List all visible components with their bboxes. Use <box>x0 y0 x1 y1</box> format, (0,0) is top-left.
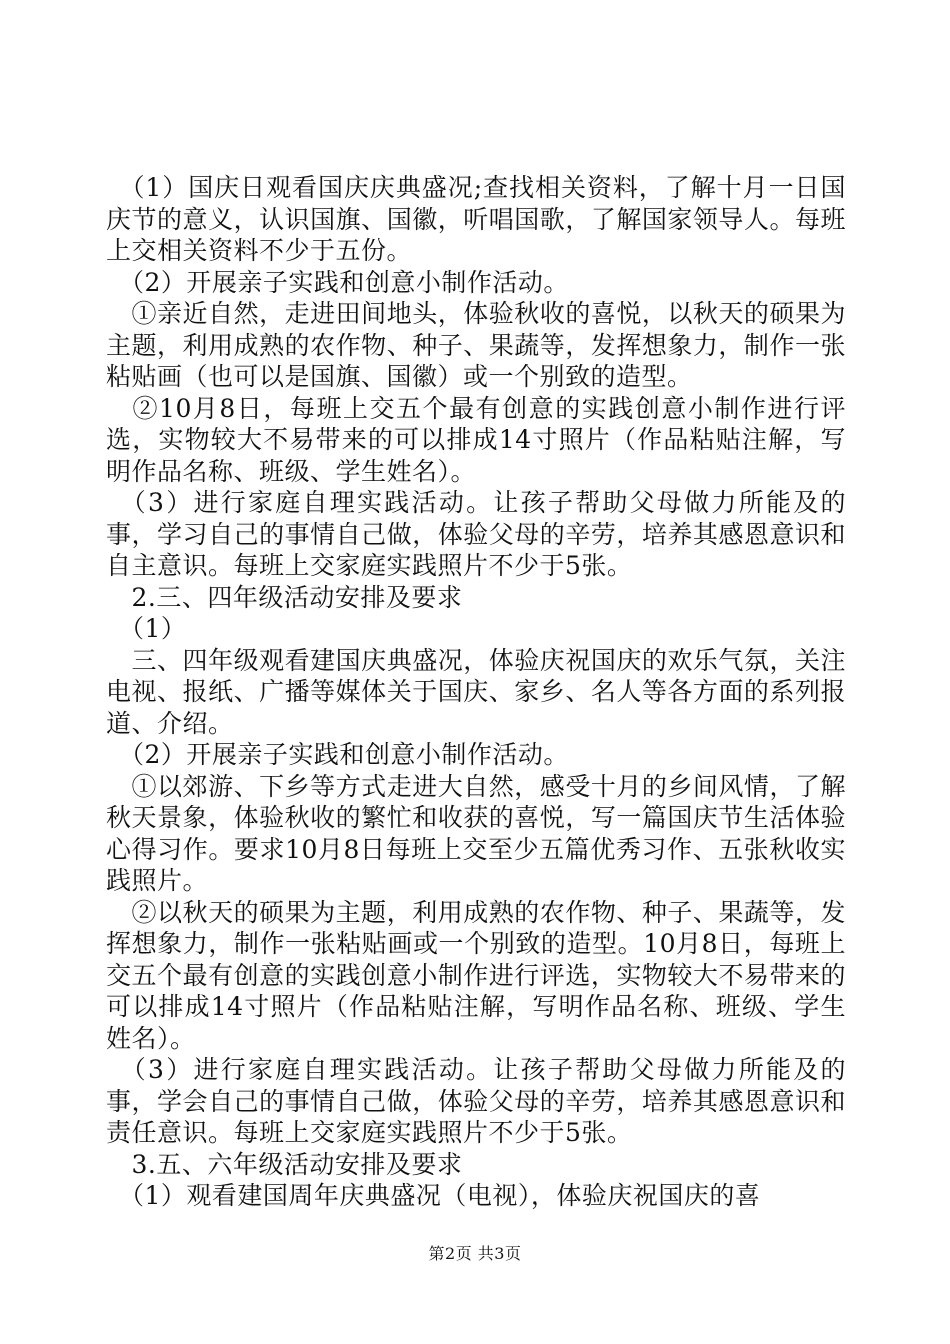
paragraph-5: （3）进行家庭自理实践活动。让孩子帮助父母做力所能及的事，学习自己的事情自己做，体验父母的辛劳，培养其感恩意识和自主意识。每班上交家庭实践照片不少于5张。 <box>106 488 846 580</box>
paragraph-3: ①亲近自然，走进田间地头，体验秋收的喜悦，以秋天的硕果为主题，利用成熟的农作物、种子、果蔬等，发挥想象力，制作一张粘贴画（也可以是国旗、国徽）或一个别致的造型。 <box>106 299 846 391</box>
paragraph-2: （2）开展亲子实践和创意小制作活动。 <box>106 267 569 297</box>
paragraph-9: （2）开展亲子实践和创意小制作活动。 <box>106 740 569 769</box>
paragraph-14: （1）观看建国周年庆典盛况（电视），体验庆祝国庆的喜 <box>106 1181 761 1210</box>
paragraph-7: （1） <box>106 614 187 643</box>
section-heading-3: 3.五、六年级活动安排及要求 <box>106 1149 463 1179</box>
paragraph-8: 三、四年级观看建国庆典盛况，体验庆祝国庆的欢乐气氛，关注电视、报纸、广播等媒体关于国庆、家乡、名人等各方面的系列报道、介绍。 <box>106 645 846 738</box>
paragraph-1: （1）国庆日观看国庆庆典盛况;查找相关资料，了解十月一日国庆节的意义，认识国旗、国徽，听唱国歌，了解国家领导人。每班上交相关资料不少于五份。 <box>106 173 846 265</box>
page-footer: 第2页 共3页 <box>428 1244 522 1263</box>
paragraph-4: ②10月8日，每班上交五个最有创意的实践创意小制作进行评选，实物较大不易带来的可以排成14寸照片（作品粘贴注解，写明作品名称、班级、学生姓名）。 <box>106 393 846 486</box>
paragraph-11: ②以秋天的硕果为主题，利用成熟的农作物、种子、果蔬等，发挥想象力，制作一张粘贴画或一个别致的造型。10月8日，每班上交五个最有创意的实践创意小制作进行评选，实物较大不易带来的可以排成14寸照片（作品粘贴注解，写明作品名称、班级、学生姓名）。 <box>106 897 846 1053</box>
section-heading-2: 2.三、四年级活动安排及要求 <box>106 582 463 612</box>
paragraph-10: ①以郊游、下乡等方式走进大自然，感受十月的乡间风情，了解秋天景象，体验秋收的繁忙和收获的喜悦，写一篇国庆节生活体验心得习作。要求10月8日每班上交至少五篇优秀习作、五张秋收实践照片。 <box>106 771 846 895</box>
paragraph-12: （3）进行家庭自理实践活动。让孩子帮助父母做力所能及的事，学会自己的事情自己做，体验父母的辛劳，培养其感恩意识和责任意识。每班上交家庭实践照片不少于5张。 <box>106 1055 846 1147</box>
document-body <box>106 172 846 1212</box>
